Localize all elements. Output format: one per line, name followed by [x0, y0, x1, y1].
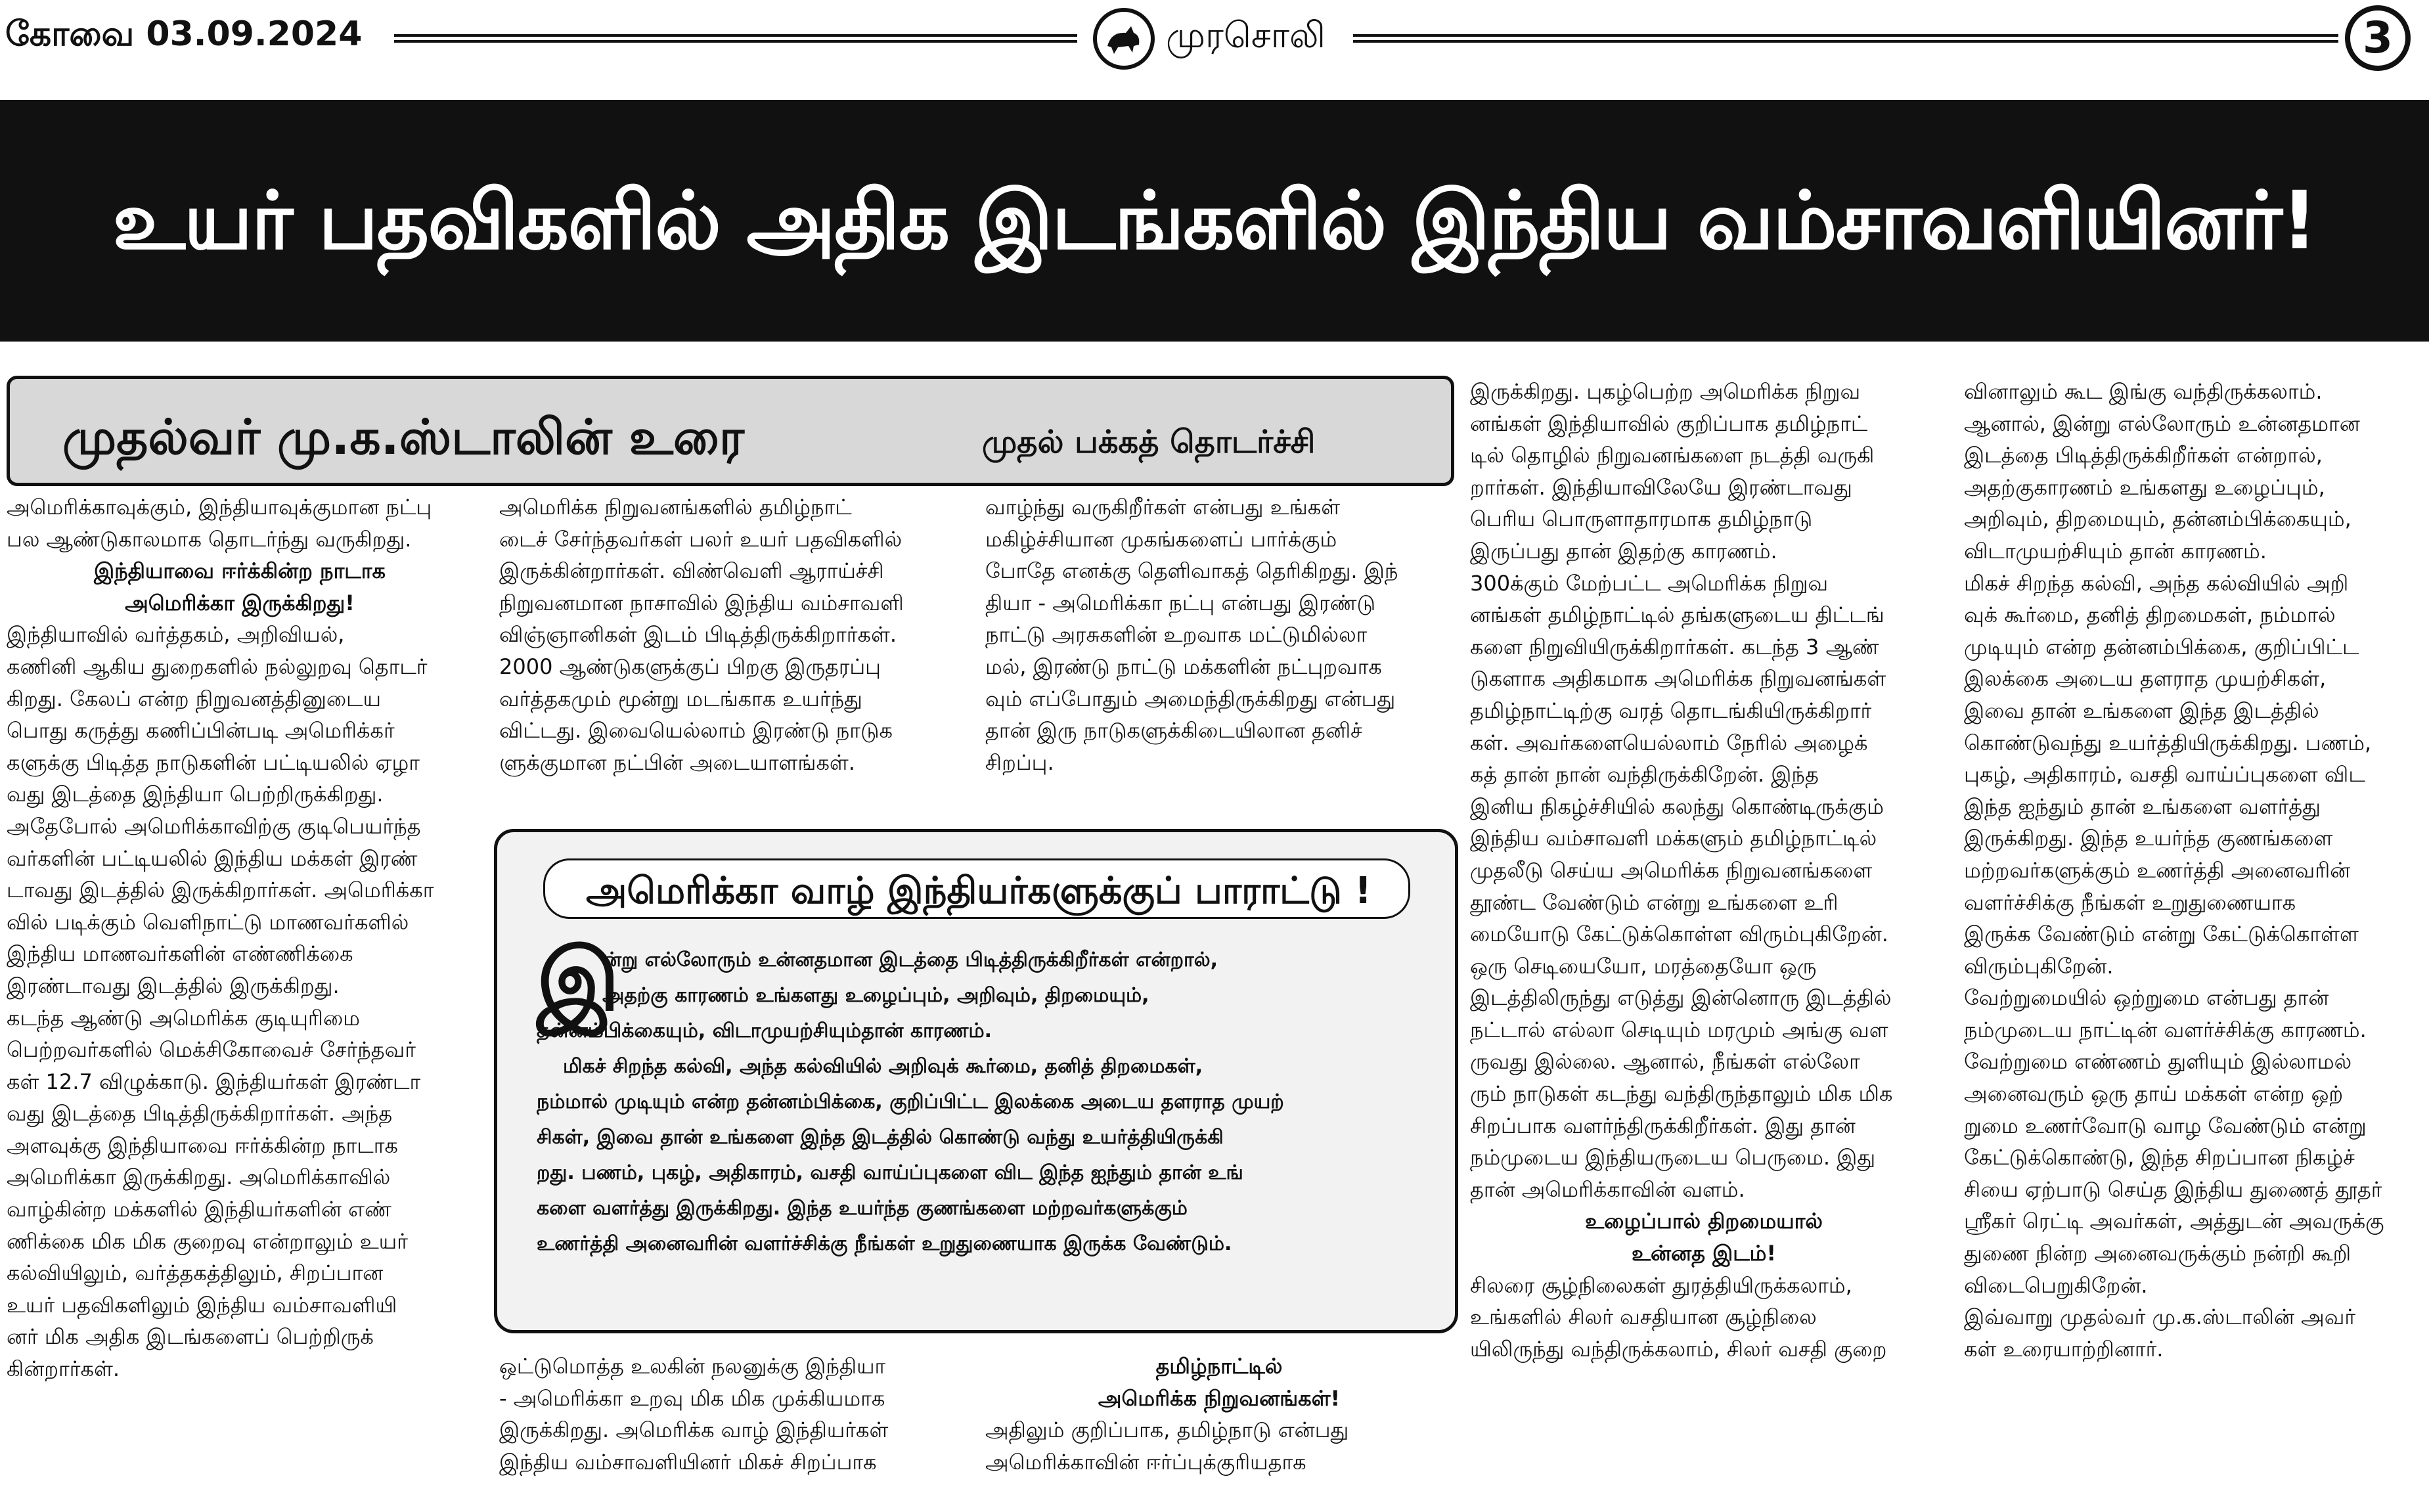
text-line: வாழ்கின்ற மக்களில் இந்தியர்களின் எண் [7, 1197, 391, 1222]
text-line: வில் படிக்கும் வெளிநாட்டு மாணவர்களில் [7, 909, 409, 935]
text-line: துணை நின்ற அனைவருக்கும் நன்றி கூறி [1964, 1241, 2351, 1266]
text-line: விரும்புகிறேன். [1964, 953, 2114, 979]
article-column-3-continued [985, 1350, 1453, 1478]
text-line: முதலீடு செய்ய அமெரிக்க நிறுவனங்களை [1470, 857, 1873, 883]
edition-city-date: கோவை 03.09.2024 [5, 14, 363, 54]
text-line: சிலரை சூழ்நிலைகள் துரத்தியிருக்கலாம், [1470, 1272, 1852, 1298]
headline-banner [0, 100, 2429, 342]
text-line: கள். அவர்களையெல்லாம் நேரில் அழைக் [1470, 730, 1868, 755]
text-line: வது இடத்தை பிடித்திருக்கிறார்கள். அந்த [7, 1101, 393, 1126]
text-line: வும் எப்போதும் அமைந்திருக்கிறது என்பது [985, 686, 1396, 711]
text-line: அனைவரும் ஒரு தாய் மக்கள் என்ற ஒற் [1964, 1081, 2344, 1107]
text-line: வர்களின் பட்டியலில் இந்திய மக்கள் இரண் [7, 845, 418, 871]
text-line: சிறப்பாக வளர்ந்திருக்கிறீர்கள். இது தான் [1470, 1113, 1856, 1138]
text-line: ளுக்குமான நட்பின் அடையாளங்கள். [499, 749, 855, 775]
article-column-5 [1964, 376, 2424, 1365]
text-line: இலக்கை அடைய தளராத முயற்சிகள், [1964, 666, 2327, 692]
article-column-2-continued [499, 1350, 959, 1478]
text-line: டைச் சேர்ந்தவர்கள் பலர் உயர் பதவிகளில் [499, 526, 903, 552]
highlight-box-title: அமெரிக்கா வாழ் இந்தியர்களுக்குப் பாராட்டு ! [586, 870, 1371, 912]
text-line: இந்த ஐந்தும் தான் உங்களை வளர்த்து [1964, 793, 2321, 819]
text-line: கள் உரையாற்றினார். [1964, 1336, 2164, 1362]
text-line: தான் இரு நாடுகளுக்கிடையிலான தனிச் [985, 718, 1362, 744]
text-line: விஞ்ஞானிகள் இடம் பிடித்திருக்கிறார்கள். [499, 622, 897, 648]
text-line: மிகச் சிறந்த கல்வி, அந்த கல்வியில் அறிவுக் கூர்மை, தனித் திறமைகள், [563, 1055, 1203, 1078]
highlight-box [494, 829, 1458, 1333]
text-line: னர் மிக அதிக இடங்களைப் பெற்றிருக் [7, 1324, 374, 1350]
section-header [7, 376, 1454, 486]
subheading-line: தமிழ்நாட்டில் [1155, 1354, 1283, 1379]
text-line: அறிவும், திறமையும், தன்னம்பிக்கையும், [1964, 506, 2351, 532]
text-line: களை வளர்த்து இருக்கிறது. இந்த உயர்ந்த குணங்களை மற்றவர்களுக்கும் [537, 1197, 1188, 1220]
text-line: உணர்த்தி அனைவரின் வளர்ச்சிக்கு நீங்கள் உறுதுணையாக இருக்க வேண்டும். [537, 1232, 1232, 1255]
page-number-badge: 3 [2345, 5, 2411, 71]
text-line: நட்டால் எல்லா செடியும் மரமும் அங்கு வள [1470, 1017, 1888, 1042]
text-line: இவ்வாறு முதல்வர் மு.க.ஸ்டாலின் அவர் [1964, 1304, 2356, 1330]
text-line: வாழ்ந்து வருகிறீர்கள் என்பது உங்கள் [985, 495, 1341, 520]
text-line: ருவது இல்லை. ஆனால், நீங்கள் எல்லோ [1470, 1049, 1860, 1075]
text-line: இடத்தை பிடித்திருக்கிறீர்கள் என்றால், [1964, 443, 2323, 468]
text-line: வர்த்தகமும் மூன்று மடங்காக உயர்ந்து [499, 686, 862, 711]
text-line: நம்மால் முடியும் என்ற தன்னம்பிக்கை, குறிப்பிட்ட இலக்கை அடைய தளராத முயற் [537, 1090, 1284, 1113]
text-line: கள் 12.7 விழுக்காடு. இந்தியர்கள் இரண்டா [7, 1069, 421, 1094]
newspaper-logo-icon [1092, 7, 1156, 71]
text-line: அமெரிக்காவுக்கும், இந்தியாவுக்குமான நட்பு [7, 495, 432, 520]
text-line: இரண்டாவது இடத்தில் இருக்கிறது. [7, 973, 340, 998]
text-line: நிறுவனமான நாசாவில் இந்திய வம்சாவளி [499, 590, 904, 615]
text-line: இருக்கிறது. இந்த உயர்ந்த குணங்களை [1964, 826, 2333, 851]
masthead [0, 0, 2429, 79]
text-line: மகிழ்ச்சியான முகங்களைப் பார்க்கும் [985, 526, 1337, 552]
text-line: 2000 ஆண்டுகளுக்குப் பிறகு இருதரப்பு [499, 654, 881, 679]
text-line: ரும் நாடுகள் கடந்து வந்திருந்தாலும் மிக மிக [1470, 1081, 1893, 1107]
article-column-1 [7, 491, 473, 1385]
text-line: கின்றார்கள். [7, 1356, 120, 1382]
text-line: டில் தொழில் நிறுவனங்களை நடத்தி வருகி [1470, 443, 1875, 468]
text-line: டாவது இடத்தில் இருக்கிறார்கள். அமெரிக்கா [7, 878, 434, 903]
article-column-3 [985, 491, 1453, 778]
text-line: மற்றவர்களுக்கும் உணர்த்தி அனைவரின் [1964, 857, 2351, 883]
text-line: இருக்கிறது. புகழ்பெற்ற அமெரிக்க நிறுவ [1470, 379, 1861, 404]
subheading-line: உழைப்பால் திறமையால் [1585, 1209, 1823, 1234]
text-line: சிகள், இவை தான் உங்களை இந்த இடத்தில் கொண்டு வந்து உயர்த்தியிருக்கி [537, 1126, 1224, 1149]
text-line: வுக் கூர்மை, தனித் திறமைகள், நம்மால் [1964, 602, 2336, 628]
text-line: ஒரு செடியையோ, மரத்தையோ ஒரு [1470, 953, 1817, 979]
text-line: மல், இரண்டு நாட்டு மக்களின் நட்புறவாக [985, 654, 1382, 679]
text-line: நாட்டு அரசுகளின் உறவாக மட்டுமில்லா [985, 622, 1368, 648]
article-column-2 [499, 491, 959, 778]
text-line: புகழ், அதிகாரம், வசதி வாய்ப்புகளை விட [1964, 762, 2365, 788]
text-line: களுக்கு பிடித்த நாடுகளின் பட்டியலில் ஏழா [7, 749, 420, 775]
text-line: இருக்கிறது. அமெரிக்க வாழ் இந்தியர்கள் [499, 1417, 889, 1443]
text-line: இந்தியாவில் வர்த்தகம், அறிவியல், [7, 622, 345, 648]
subheading-line: அமெரிக்க நிறுவனங்கள்! [1098, 1385, 1341, 1411]
text-line: இருக்கின்றார்கள். விண்வெளி ஆராய்ச்சி [499, 558, 884, 584]
text-line: ஸ்ரீகர் ரெட்டி அவர்கள், அத்துடன் அவருக்கு [1964, 1209, 2384, 1234]
text-line: கல்வியிலும், வர்த்தகத்திலும், சிறப்பான [7, 1260, 384, 1286]
text-line: மையோடு கேட்டுக்கொள்ள விரும்புகிறேன். [1470, 922, 1888, 947]
text-line: தியா - அமெரிக்கா நட்பு என்பது இரண்டு [985, 590, 1375, 615]
text-line: ன்று எல்லோரும் உன்னதமான இடத்தை பிடித்திருக்கிறீர்கள் என்றால், [602, 948, 1218, 971]
text-line: களை நிறுவியிருக்கிறார்கள். கடந்த 3 ஆண் [1470, 634, 1879, 659]
text-line: - அமெரிக்கா உறவு மிக மிக முக்கியமாக [499, 1385, 885, 1411]
text-line: அதற்குகாரணம் உங்களது உழைப்பும், [1964, 474, 2325, 500]
text-line: இடத்திலிருந்து எடுத்து இன்னொரு இடத்தில் [1470, 985, 1892, 1011]
text-line: அதற்கு காரணம் உங்களது உழைப்பும், அறிவும், திறமையும், [602, 984, 1149, 1007]
text-line: சியை ஏற்பாடு செய்த இந்திய துணைத் தூதர் [1964, 1176, 2382, 1202]
text-line: வினாலும் கூட இங்கு வந்திருக்கலாம். [1964, 379, 2323, 404]
text-line: பெரிய பொருளாதாரமாக தமிழ்நாடு [1470, 506, 1813, 532]
text-line: மிகச் சிறந்த கல்வி, அந்த கல்வியில் அறி [1964, 570, 2349, 596]
text-line: இவை தான் உங்களை இந்த இடத்தில் [1964, 698, 2319, 723]
text-line: இந்திய வம்சாவளி மக்களும் தமிழ்நாட்டில் [1470, 826, 1877, 851]
text-line: அமெரிக்க நிறுவனங்களில் தமிழ்நாட் [499, 495, 852, 520]
text-line: சிறப்பு. [985, 749, 1054, 775]
text-line: 300க்கும் மேற்பட்ட அமெரிக்க நிறுவ [1470, 570, 1829, 596]
text-line: அதேபோல் அமெரிக்காவிற்கு குடிபெயர்ந்த [7, 813, 421, 839]
text-line: அமெரிக்காவின் ஈர்ப்புக்குரியதாக [985, 1449, 1306, 1475]
text-line: கணினி ஆகிய துறைகளில் நல்லுறவு தொடர் [7, 654, 428, 679]
subheading-line: உன்னத இடம்! [1631, 1241, 1776, 1266]
text-line: றது. பணம், புகழ், அதிகாரம், வசதி வாய்ப்புகளை விட இந்த ஐந்தும் தான் உங் [537, 1161, 1243, 1184]
text-line: கிறது. கேலப் என்ற நிறுவனத்தினுடைய [7, 686, 382, 711]
text-line: அதிலும் குறிப்பாக, தமிழ்நாடு என்பது [985, 1417, 1349, 1443]
text-line: டுகளாக அதிகமாக அமெரிக்க நிறுவனங்கள் [1470, 666, 1886, 692]
text-line: யிலிருந்து வந்திருக்கலாம், சிலர் வசதி குறை [1470, 1336, 1887, 1362]
text-line: பல ஆண்டுகாலமாக தொடர்ந்து வருகிறது. [7, 526, 412, 552]
text-line: அமெரிக்கா இருக்கிறது. அமெரிக்காவில் [7, 1165, 391, 1190]
text-line: றுமை உணர்வோடு வாழ வேண்டும் என்று [1964, 1113, 2367, 1138]
drop-cap: இ [537, 930, 620, 1030]
text-line: றார்கள். இந்தியாவிலேயே இரண்டாவது [1470, 474, 1852, 500]
text-line: னங்கள் இந்தியாவில் குறிப்பாக தமிழ்நாட் [1470, 411, 1868, 436]
text-line: இருப்பது தான் இதற்கு காரணம். [1470, 538, 1777, 564]
text-line: தமிழ்நாட்டிற்கு வரத் தொடங்கியிருக்கிறார் [1470, 698, 1872, 723]
text-line: தான் அமெரிக்காவின் வளம். [1470, 1176, 1745, 1202]
highlight-box-body [537, 943, 1430, 1262]
headline: உயர் பதவிகளில் அதிக இடங்களில் இந்திய வம்சாவளியினர்! [112, 174, 2317, 267]
text-line: கொண்டுவந்து உயர்த்தியிருக்கிறது. பணம், [1964, 730, 2372, 755]
text-line: முடியும் என்ற தன்னம்பிக்கை, குறிப்பிட்ட [1964, 634, 2359, 659]
section-subtitle: முதல் பக்கத் தொடர்ச்சி [982, 424, 1316, 460]
masthead-rule-right [1353, 34, 2338, 43]
text-line: ஆனால், இன்று எல்லோரும் உன்னதமான [1964, 411, 2360, 436]
text-line: விடைபெறுகிறேன். [1964, 1272, 2148, 1298]
section-title: முதல்வர் மு.க.ஸ்டாலின் உரை [62, 409, 745, 466]
text-line: கத் தான் நான் வந்திருக்கிறேன். இந்த [1470, 762, 1819, 788]
text-line: பொது கருத்து கணிப்பின்படி அமெரிக்கர் [7, 718, 395, 744]
masthead-rule-left [394, 34, 1077, 43]
text-line: விட்டது. இவையெல்லாம் இரண்டு நாடுக [499, 718, 893, 744]
text-line: இந்திய மாணவர்களின் எண்ணிக்கை [7, 941, 353, 967]
text-line: இனிய நிகழ்ச்சியில் கலந்து கொண்டிருக்கும் [1470, 793, 1884, 819]
text-line: கடந்த ஆண்டு அமெரிக்க குடியுரிமை [7, 1005, 360, 1031]
text-line: னங்கள் தமிழ்நாட்டில் தங்களுடைய திட்டங் [1470, 602, 1884, 628]
text-line: உயர் பதவிகளிலும் இந்திய வம்சாவளியி [7, 1292, 397, 1318]
text-line: விடாமுயற்சியும் தான் காரணம். [1964, 538, 2267, 564]
text-line: கேட்டுக்கொண்டு, இந்த சிறப்பான நிகழ்ச் [1964, 1145, 2355, 1170]
newspaper-name: முரசொலி [1166, 14, 1326, 56]
text-line: வது இடத்தை இந்தியா பெற்றிருக்கிறது. [7, 782, 384, 807]
subheading-line: இந்தியாவை ஈர்க்கின்ற நாடாக [94, 558, 386, 584]
text-line: அளவுக்கு இந்தியாவை ஈர்க்கின்ற நாடாக [7, 1132, 398, 1158]
text-line: வேற்றுமை எண்ணம் துளியும் இல்லாமல் [1964, 1049, 2352, 1075]
text-line: தன்னம்பிக்கையும், விடாமுயற்சியும்தான் காரணம். [537, 1019, 992, 1042]
text-line: ஒட்டுமொத்த உலகின் நலனுக்கு இந்தியா [499, 1354, 886, 1379]
text-line: இருக்க வேண்டும் என்று கேட்டுக்கொள்ள [1964, 922, 2359, 947]
subheading-line: அமெரிக்கா இருக்கிறது! [125, 590, 355, 615]
highlight-box-title-frame [543, 858, 1410, 919]
text-line: உங்களில் சிலர் வசதியான சூழ்நிலை [1470, 1304, 1817, 1330]
text-line: வேற்றுமையில் ஒற்றுமை என்பது தான் [1964, 985, 2329, 1011]
text-line: போதே எனக்கு தெளிவாகத் தெரிகிறது. இந் [985, 558, 1398, 584]
text-line: நம்முடைய இந்தியருடைய பெருமை. இது [1470, 1145, 1876, 1170]
text-line: வளர்ச்சிக்கு நீங்கள் உறுதுணையாக [1964, 889, 2296, 915]
text-line: பெற்றவர்களில் மெக்சிகோவைச் சேர்ந்தவர் [7, 1037, 416, 1063]
article-column-4 [1470, 376, 1938, 1365]
text-line: நம்முடைய நாட்டின் வளர்ச்சிக்கு காரணம். [1964, 1017, 2367, 1042]
text-line: தூண்ட வேண்டும் என்று உங்களை உரி [1470, 889, 1838, 915]
text-line: ணிக்கை மிக மிக குறைவு என்றாலும் உயர் [7, 1228, 408, 1254]
text-line: இந்திய வம்சாவளியினர் மிகச் சிறப்பாக [499, 1449, 877, 1475]
